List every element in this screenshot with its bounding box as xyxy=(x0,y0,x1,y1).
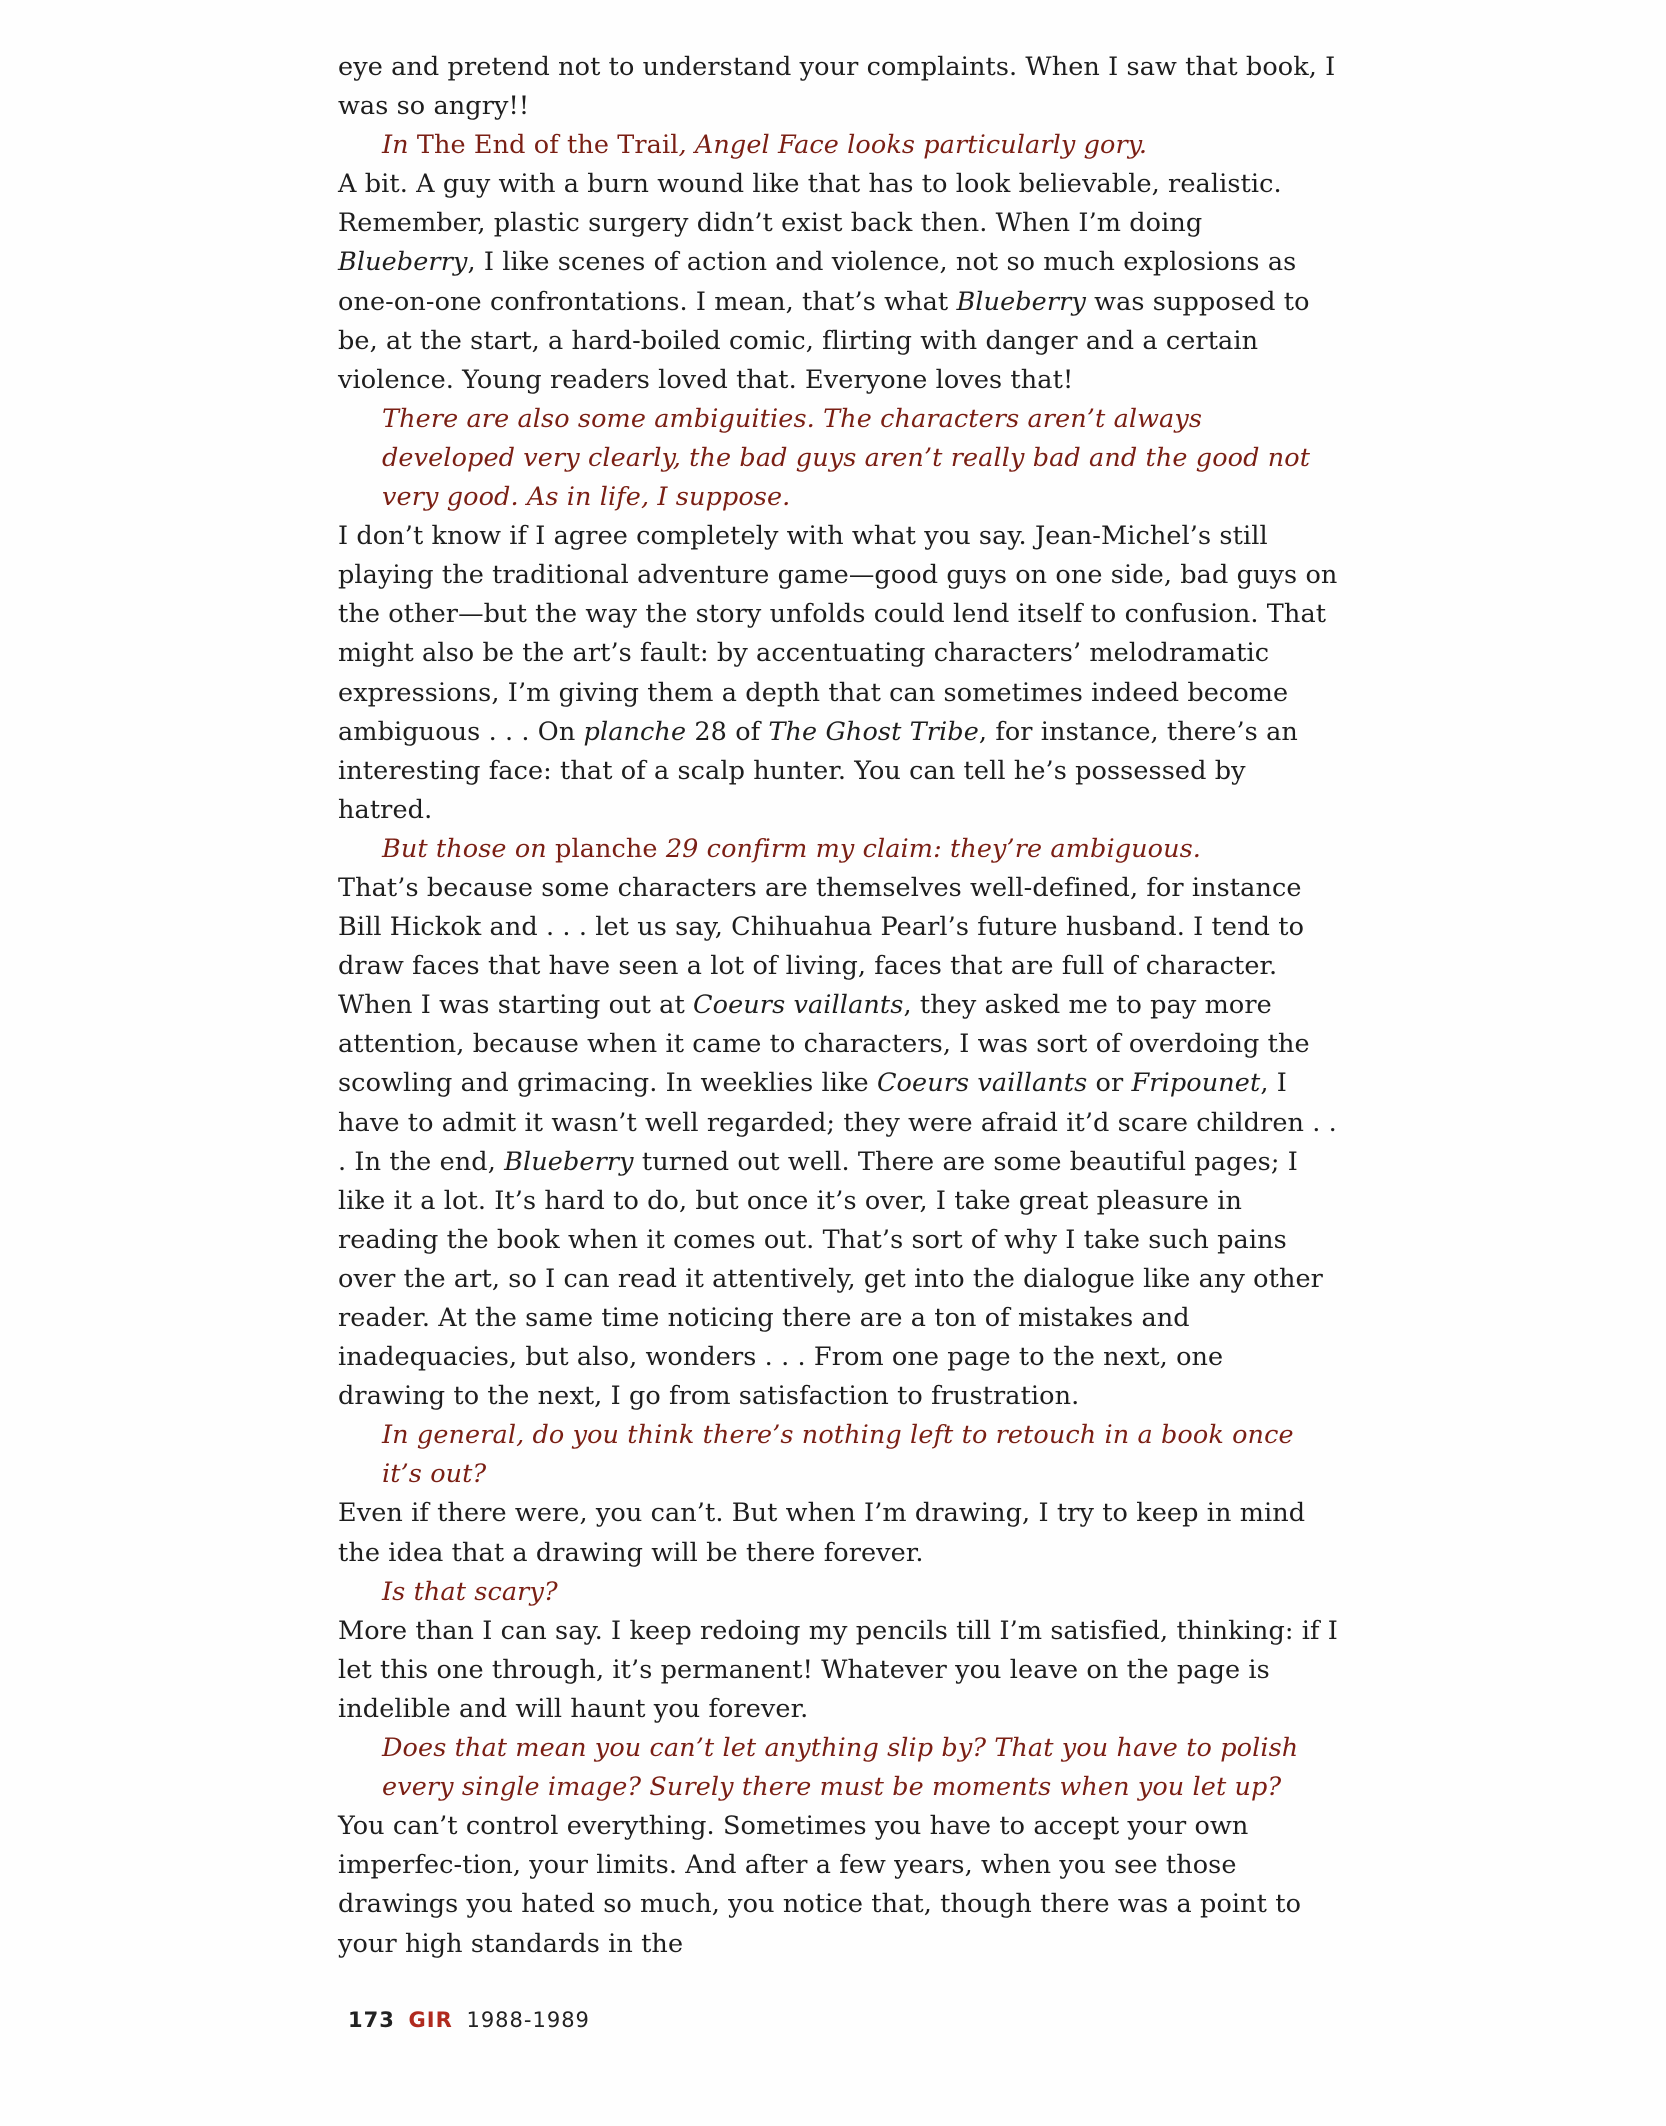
interview-question xyxy=(382,830,1338,869)
text-segment: You can’t control everything. Sometimes you have to accept your own imperfec-tion, your limits. And after a few years, when you see those drawings you hated so much, you notice that, though there was a point to your high standards in the xyxy=(338,1811,1302,1959)
page-footer xyxy=(348,2008,590,2032)
text-segment: , they asked me to pay more attention, because when it came to characters, I was sort of overdoing the scowling and grimacing. In weeklies like xyxy=(338,990,1310,1099)
text-segment: eye and pretend not to understand your complaints. When I saw that book, I was so angry!! xyxy=(338,52,1336,122)
artist-name: GIR xyxy=(408,2008,453,2032)
text-segment: I don’t know if I agree completely with what you say. Jean-Michel’s still playing the traditional adventure game—good guys on one side, bad guys on the other—but the way the story unfolds could lend itself to confusion. That might also be the art’s fault: by accentuating characters’ melodramatic expressions, I’m giving them a depth that can sometimes indeed become ambiguous . . . On xyxy=(338,521,1338,747)
interview-answer xyxy=(338,1612,1338,1729)
interview-answer xyxy=(338,48,1338,126)
text-segment: , for instance, there’s an interesting face: that of a scalp hunter. You can tell he’s possessed by hatred. xyxy=(338,716,1298,825)
interview-question xyxy=(382,1729,1338,1807)
text-segment: A bit. A guy with a burn wound like that has to look believable, realistic. Remember, plastic surgery didn’t exist back then. When I’m doing xyxy=(338,169,1282,239)
years-range: 1988-1989 xyxy=(466,2008,590,2032)
text-segment: Is that scary? xyxy=(382,1576,558,1607)
interview-question xyxy=(382,1416,1338,1494)
interview-question xyxy=(382,1573,1338,1612)
text-segment: was supposed to be, at the start, a hard-boiled comic, flirting with danger and a certain violence. Young readers loved that. Everyone loves that! xyxy=(338,286,1310,395)
text-segment: planche xyxy=(583,716,687,747)
interview-answer xyxy=(338,1807,1338,1963)
text-segment: 29 confirm my claim: they’re ambiguous. xyxy=(657,833,1202,864)
text-segment: 28 of xyxy=(686,716,769,747)
text-segment: Coeurs vaillants xyxy=(693,990,904,1021)
text-segment: Coeurs vaillants xyxy=(876,1068,1088,1099)
interview-text xyxy=(338,48,1338,1964)
text-segment: Blueberry xyxy=(338,247,468,278)
text-segment: But those on xyxy=(382,833,556,864)
text-segment: There are also some ambiguities. The characters aren’t always developed very clearly, the bad guys aren’t really bad and the good not very good. As in life, I suppose. xyxy=(382,403,1311,513)
text-segment: Fripounet xyxy=(1131,1068,1261,1099)
interview-answer xyxy=(338,165,1338,400)
text-segment: The Ghost Tribe xyxy=(768,716,979,747)
text-segment: turned out well. There are some beautiful pages; I like it a lot. It’s hard to do, but once it’s over, I take great pleasure in reading the book when it comes out. That’s sort of why I take such pains over the art, so I can read it attentively, get into the dialogue like any other reader. At the same time noticing there are a ton of mistakes and inadequacies, but also, wonders . . . From one page to the next, one drawing to the next, I go from satisfaction to frustration. xyxy=(338,1146,1323,1412)
interview-answer xyxy=(338,1494,1338,1572)
text-segment: , I have to admit it wasn’t well regarded; they were afraid it’d scare children . . . In the end, xyxy=(338,1068,1337,1177)
text-segment: In general, do you think there’s nothing left to retouch in a book once it’s out? xyxy=(382,1420,1294,1490)
interview-question xyxy=(382,400,1338,517)
text-segment: The End of the Trail xyxy=(416,130,679,161)
text-segment: , I like scenes of action and violence, not so much explosions as one-on-one confrontations. I mean, that’s what xyxy=(338,247,1297,317)
interview-question xyxy=(382,126,1338,165)
page-number: 173 xyxy=(348,2008,395,2032)
text-segment: Even if there were, you can’t. But when I’m drawing, I try to keep in mind the idea that a drawing will be there forever. xyxy=(338,1498,1306,1568)
interview-answer xyxy=(338,517,1338,830)
text-segment: That’s because some characters are themselves well-defined, for instance Bill Hickok and . . . let us say, Chihuahua Pearl’s future husband. I tend to draw faces that have seen a lot of living, faces that are full of character. When I was starting out at xyxy=(338,872,1305,1021)
text-segment: Blueberry xyxy=(504,1146,634,1177)
text-segment: or xyxy=(1087,1068,1132,1099)
interview-answer xyxy=(338,869,1338,1416)
text-segment: planche xyxy=(555,833,658,864)
text-segment: Blueberry xyxy=(956,286,1086,317)
text-segment: , Angel Face looks particularly gory. xyxy=(678,130,1148,161)
text-segment: Does that mean you can’t let anything slip by? That you have to polish every single image? Surely there must be moments when you let up? xyxy=(382,1733,1299,1803)
text-segment: In xyxy=(382,130,417,161)
text-segment: More than I can say. I keep redoing my pencils till I’m satisfied, thinking: if I let this one through, it’s permanent! Whatever you leave on the page is indelible and will haunt you forever. xyxy=(338,1615,1338,1724)
